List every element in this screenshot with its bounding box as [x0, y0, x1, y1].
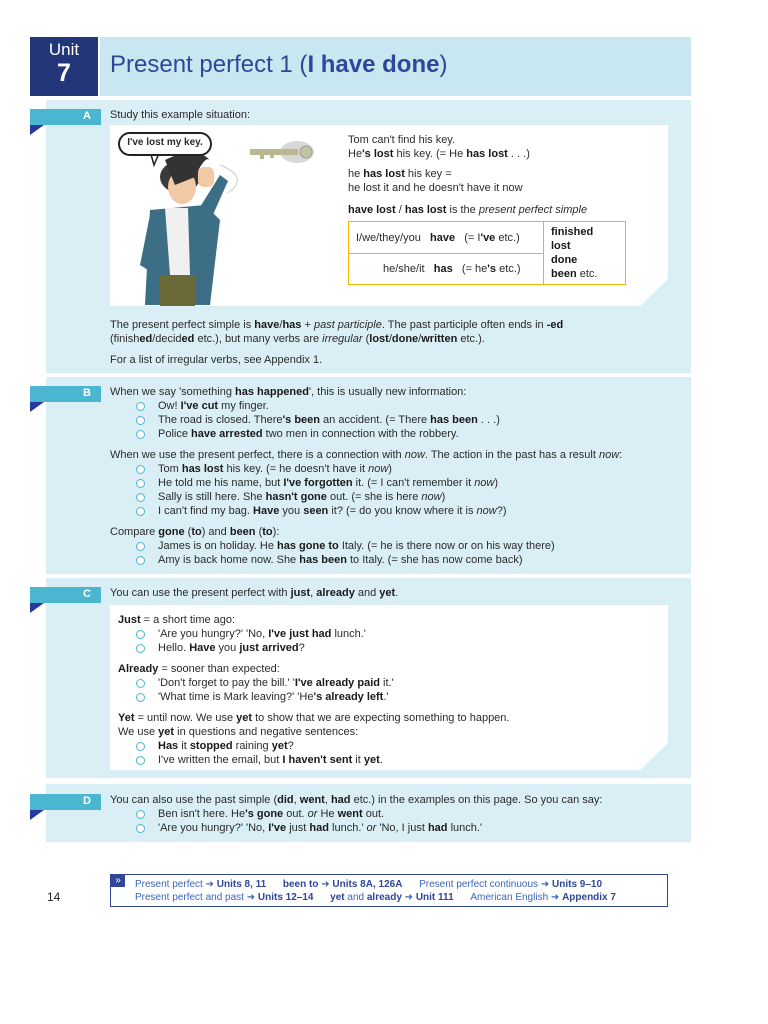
- c-just-2: Hello. Have you just arrived?: [158, 642, 305, 654]
- b-example-4: Tom has lost his key. (= he doesn't have it now): [158, 463, 392, 475]
- situation-line-5: have lost / has lost is the present perfect simple: [348, 204, 588, 216]
- b-line-1: When we say 'something has happened', this is usually new information:: [110, 386, 467, 398]
- speech-bubble: I've lost my key.: [118, 132, 212, 156]
- participle-3: done: [551, 254, 578, 266]
- section-a-para-3: For a list of irregular verbs, see Appendix 1.: [110, 354, 323, 366]
- b-example-7: I can't find my bag. Have you seen it? (= do you know where it is now?): [158, 505, 507, 517]
- bullet: [136, 630, 145, 639]
- panel-corner: [640, 743, 668, 770]
- cross-reference-box: [110, 874, 668, 907]
- page-title: Present perfect 1 (I have done): [110, 51, 448, 78]
- table-row-2: he/she/it has (= he's etc.): [383, 263, 521, 275]
- page-number: 14: [47, 890, 61, 904]
- situation-line-3: he has lost his key =: [348, 168, 452, 180]
- b-line-3: Compare gone (to) and been (to):: [110, 526, 280, 538]
- b-example-9: Amy is back home now. She has been to Italy. (= she has now come back): [158, 554, 523, 566]
- title-bar: [100, 37, 691, 96]
- section-c-tab: C: [30, 587, 101, 603]
- section-b-tab: B: [30, 386, 101, 402]
- bullet: [136, 542, 145, 551]
- section-d-tab: D: [30, 794, 101, 810]
- b-example-8: James is on holiday. He has gone to Italy. (= he is there now or on his way there): [158, 540, 555, 552]
- bullet: [136, 402, 145, 411]
- bullet: [136, 416, 145, 425]
- bullet: [136, 810, 145, 819]
- b-example-2: The road is closed. There's been an accident. (= There has been . . .): [158, 414, 500, 426]
- c-line-1: You can use the present perfect with just, already and yet.: [110, 587, 399, 599]
- key-icon: [250, 141, 314, 163]
- unit-number: 7: [57, 59, 71, 87]
- b-example-3: Police have arrested two men in connection with the robbery.: [158, 428, 459, 440]
- bullet: [136, 556, 145, 565]
- situation-line-4: he lost it and he doesn't have it now: [348, 182, 523, 194]
- c-yet-heading: Yet = until now. We use yet to show that we are expecting something to happen.: [118, 712, 510, 724]
- c-yet-2: I've written the email, but I haven't sent it yet.: [158, 754, 383, 766]
- unit-badge: [30, 37, 98, 96]
- bullet: [136, 479, 145, 488]
- d-example-2: 'Are you hungry?' 'No, I've just had lunch.' or 'No, I just had lunch.': [158, 822, 483, 834]
- double-chevron-icon: »: [111, 875, 125, 887]
- section-a-para-2: (finished/decided etc.), but many verbs are irregular (lost/done/written etc.).: [110, 333, 485, 345]
- bullet: [136, 824, 145, 833]
- section-a-tab: A: [30, 109, 101, 125]
- bullet: [136, 742, 145, 751]
- section-a-intro: Study this example situation:: [110, 109, 251, 121]
- b-example-6: Sally is still here. She hasn't gone out. (= she is here now): [158, 491, 446, 503]
- participle-2: lost: [551, 240, 571, 252]
- bullet: [136, 644, 145, 653]
- d-example-1: Ben isn't here. He's gone out. or He went out.: [158, 808, 385, 820]
- bullet: [136, 465, 145, 474]
- situation-line-2: He's lost his key. (= He has lost . . .): [348, 148, 530, 160]
- bullet: [136, 756, 145, 765]
- bullet: [136, 507, 145, 516]
- unit-word: Unit: [48, 40, 80, 59]
- bullet: [136, 693, 145, 702]
- bullet: [136, 430, 145, 439]
- c-yet-1: Has it stopped raining yet?: [158, 740, 294, 752]
- d-line-1: You can also use the past simple (did, went, had etc.) in the examples on this page. So you can say:: [110, 794, 603, 806]
- c-already-1: 'Don't forget to pay the bill.' 'I've already paid it.': [158, 677, 394, 689]
- c-already-heading: Already = sooner than expected:: [118, 663, 280, 675]
- grammar-table: [348, 221, 626, 285]
- xref-line-2[interactable]: Present perfect and past ➜ Units 12–14 yet and already ➜ Unit 111 American English ➜ Appendix 7: [135, 892, 616, 903]
- c-already-2: 'What time is Mark leaving?' 'He's already left.': [158, 691, 389, 703]
- bullet: [136, 679, 145, 688]
- bullet: [136, 493, 145, 502]
- table-row-1: I/we/they/you have (= I've etc.): [356, 232, 520, 244]
- participle-4: been etc.: [551, 268, 598, 280]
- b-line-2: When we use the present perfect, there is a connection with now. The action in the past has a result now:: [110, 449, 623, 461]
- c-just-1: 'Are you hungry?' 'No, I've just had lunch.': [158, 628, 366, 640]
- c-yet-heading-2: We use yet in questions and negative sentences:: [118, 726, 359, 738]
- xref-line-1[interactable]: Present perfect ➜ Units 8, 11 been to ➜ Units 8A, 126A Present perfect continuous ➜ Units 9–10: [135, 879, 603, 890]
- b-example-1: Ow! I've cut my finger.: [158, 400, 269, 412]
- b-example-5: He told me his name, but I've forgotten it. (= I can't remember it now): [158, 477, 499, 489]
- section-a-para-1: The present perfect simple is have/has + past participle. The past participle often ends in -ed: [110, 319, 564, 331]
- panel-corner: [640, 279, 668, 306]
- c-just-heading: Just = a short time ago:: [118, 614, 236, 626]
- participle-1: finished: [551, 226, 594, 238]
- situation-line-1: Tom can't find his key.: [348, 134, 456, 146]
